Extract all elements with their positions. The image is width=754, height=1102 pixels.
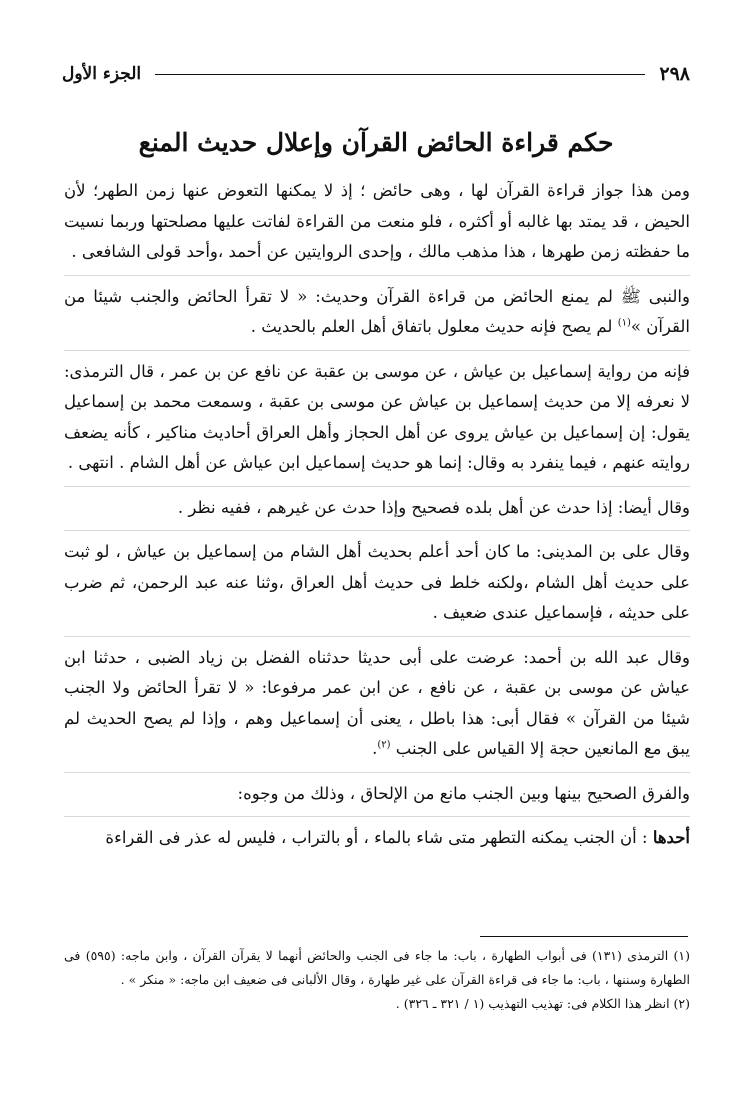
footnote-rule: [480, 936, 688, 937]
paragraph: فإنه من رواية إسماعيل بن عياش ، عن موسى بن عقبة عن نافع عن بن عمر ، قال الترمذى: لا نعرفه إلا من حديث إسماعيل بن عياش عن موسى بن عقبة ، وسمعت محمد بن إسماعيل يقول: إن إسماعيل بن عياش يروى عن أهل الحجاز وأهل العراق أحاديث مناكير ، كأنه يضعف روايته عنهم ، فيما ينفرد به وقال: إنما هو حديث إسماعيل ابن عياش عن أهل الشام . انتهى .: [64, 361, 690, 472]
paragraph-text: وقال عبد الله بن أحمد: عرضت على أبى حديثا حدثناه الفضل بن زياد الضبى ، حدثنا ابن عياش عن موسى بن عقبة ، عن نافع ، عن ابن عمر مرفوعا: « لا تقرأ الحائض ولا الجنب شيئا من القرآن » فقال أبى: هذا باطل ، يعنى أن إسماعيل وهم ، وإذا لم يصح الحديث لم يبق مع المانعين حجة إلا القياس على الجنب: [64, 647, 690, 758]
body-text: [64, 176, 690, 854]
footnote: (١) الترمذى (١٣١) فى أبواب الطهارة ، باب: ما جاء فى الجنب والحائض أنهما لا يقرآن القرآن ، وابن ماجه: (٥٩٥) فى الطهارة وسننها ، باب: ما جاء فى قراءة القرآن على غير طهارة ، وقال الألبانى فى ضعيف ابن ماجه: « منكر » .: [64, 948, 691, 987]
paragraph: والفرق الصحيح بينها وبين الجنب مانع من الإلحاق ، وذلك من وجوه:: [237, 783, 690, 803]
paragraph: وقال أيضا: إذا حدث عن أهل بلده فصحيح وإذا حدث عن غيرهم ، ففيه نظر .: [177, 497, 690, 517]
paragraph-divider: [64, 772, 690, 773]
section-heading: حكم قراءة الحائض القرآن وإعلال حديث المنع: [138, 128, 614, 157]
page-number: ٢٩٨: [659, 63, 690, 85]
paragraph: ومن هذا جواز قراءة القرآن لها ، وهى حائض ؛ إذ لا يمكنها التعوض عنها زمن الطهر؛ لأن الحيض ، قد يمتد بها غالبه أو أكثره ، فلو منعت من القراءة لفاتت عليها مصلحتها وربما نسيت ما حفظته زمن طهرها ، هذا مذهب مالك ، وإحدى الروايتين عن أحمد ،وأحد قولى الشافعى .: [64, 181, 690, 261]
paragraph: وقال على بن المدينى: ما كان أحد أعلم بحديث أهل الشام من إسماعيل بن عياش ، لو ثبت على حديث أهل الشام ،ولكنه خلط فى حديث أهل العراق ،وثنا عنه عبد الرحمن، ثم ضرب على حديثه ، فإسماعيل عندى ضعيف .: [64, 542, 690, 622]
paragraph-text: لم يصح فإنه حديث معلول باتفاق أهل العلم بالحديث .: [250, 317, 618, 336]
footnote: (٢) انظر هذا الكلام فى: تهذيب التهذيب (١ / ٣٢١ ـ ٣٢٦) .: [395, 996, 690, 1011]
paragraph-divider: [64, 486, 690, 487]
paragraph-lead: أحدها: [652, 828, 690, 847]
paragraph-text: والنبى ﷺ لم يمنع الحائض من قراءة القرآن وحديث: « لا تقرأ الحائض والجنب شيئا من القرآن »: [64, 286, 690, 336]
header-rule: [155, 74, 645, 75]
paragraph-text: : أن الجنب يمكنه التطهر متى شاء بالماء ، أو بالتراب ، فليس له عذر فى القراءة: [105, 828, 653, 847]
paragraph: [64, 823, 690, 854]
paragraph-divider: [64, 816, 690, 817]
paragraph-divider: [64, 636, 690, 637]
paragraph-divider: [64, 530, 690, 531]
part-title: الجزء الأول: [62, 64, 142, 84]
footnote-ref: (٢): [377, 739, 391, 751]
footnotes: [64, 944, 690, 1016]
running-header: [62, 58, 690, 90]
paragraph: [64, 282, 690, 343]
paragraph-text: .: [372, 739, 378, 758]
paragraph-divider: [64, 275, 690, 276]
footnote-ref: (١): [617, 317, 631, 329]
paragraph: [64, 643, 690, 765]
paragraph-divider: [64, 350, 690, 351]
